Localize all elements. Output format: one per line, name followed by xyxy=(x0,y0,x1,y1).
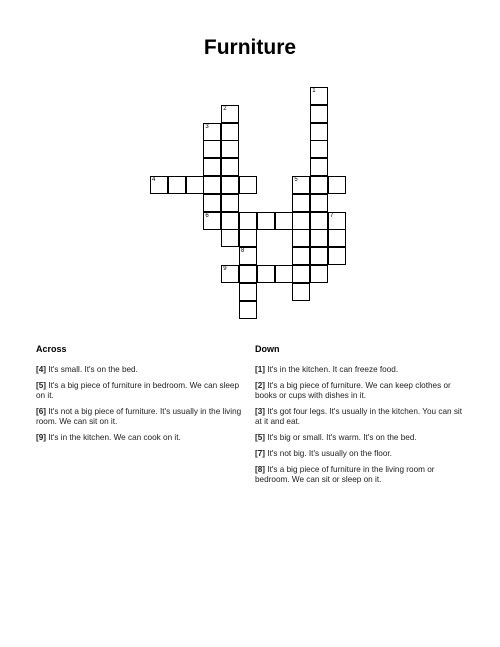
clue-label: [5] xyxy=(255,433,266,442)
grid-cell[interactable] xyxy=(221,158,239,176)
grid-cell[interactable] xyxy=(310,123,328,141)
clue-number: 9 xyxy=(223,266,227,272)
grid-cell[interactable] xyxy=(292,265,310,283)
down-clue xyxy=(255,433,465,443)
grid-cell[interactable] xyxy=(203,176,221,194)
grid-cell[interactable] xyxy=(328,212,346,230)
grid-cell[interactable] xyxy=(310,158,328,176)
grid-cell[interactable] xyxy=(292,176,310,194)
grid-cell[interactable] xyxy=(203,140,221,158)
clue-label: [5] xyxy=(36,381,47,390)
puzzle-title: Furniture xyxy=(203,36,297,59)
down-clue xyxy=(255,381,465,401)
grid-cell[interactable] xyxy=(221,123,239,141)
clue-label: [8] xyxy=(255,465,266,474)
grid-cell[interactable] xyxy=(239,229,257,247)
grid-cell[interactable] xyxy=(328,229,346,247)
clue-number: 4 xyxy=(152,177,156,183)
grid-cell[interactable] xyxy=(292,247,310,265)
grid-cell[interactable] xyxy=(150,176,168,194)
clue-number: 5 xyxy=(294,177,298,183)
grid-cell[interactable] xyxy=(310,140,328,158)
grid-cell[interactable] xyxy=(239,301,257,319)
down-clue xyxy=(255,407,465,427)
clue-label: [1] xyxy=(255,365,266,374)
clue-text: It's a big piece of furniture. We can keep clothes or books or cups with dishes in it. xyxy=(255,381,451,400)
grid-cell[interactable] xyxy=(328,247,346,265)
clue-number: 1 xyxy=(312,88,316,94)
grid-cell[interactable] xyxy=(310,265,328,283)
grid-cell[interactable] xyxy=(221,105,239,123)
grid-cell[interactable] xyxy=(292,212,310,230)
clue-text: It's got four legs. It's usually in the kitchen. You can sit at it and eat. xyxy=(255,407,463,426)
grid-cell[interactable] xyxy=(257,265,275,283)
grid-cell[interactable] xyxy=(221,229,239,247)
grid-cell[interactable] xyxy=(310,105,328,123)
grid-cell[interactable] xyxy=(203,194,221,212)
grid-cell[interactable] xyxy=(239,265,257,283)
clue-number: 7 xyxy=(330,212,334,219)
clue-number: 8 xyxy=(241,248,245,255)
grid-cell[interactable] xyxy=(203,158,221,176)
grid-cell[interactable] xyxy=(221,176,239,194)
down-clue xyxy=(255,465,465,485)
grid-cell[interactable] xyxy=(292,194,310,212)
grid-cell[interactable] xyxy=(310,176,328,194)
grid-cell[interactable] xyxy=(239,247,257,265)
grid-cell[interactable] xyxy=(310,247,328,265)
grid-cell[interactable] xyxy=(328,176,346,194)
down-heading: Down xyxy=(255,344,280,354)
grid-cell[interactable] xyxy=(292,283,310,301)
across-heading: Across xyxy=(36,344,67,354)
grid-cell[interactable] xyxy=(221,212,239,230)
across-clue xyxy=(36,381,242,401)
clue-label: [2] xyxy=(255,381,266,390)
down-clue xyxy=(255,449,465,459)
clue-label: [4] xyxy=(36,365,47,374)
clue-text: It's not a big piece of furniture. It's usually in the living room. We can sit on it. xyxy=(36,407,242,426)
clue-text: It's big or small. It's warm. It's on the bed. xyxy=(265,433,417,442)
down-clue xyxy=(255,365,465,375)
clue-number: 3 xyxy=(205,123,209,130)
grid-cell[interactable] xyxy=(239,176,257,194)
grid-cell[interactable] xyxy=(221,265,239,283)
grid-cell[interactable] xyxy=(221,140,239,158)
clue-label: [3] xyxy=(255,407,266,416)
grid-cell[interactable] xyxy=(310,212,328,230)
across-clues xyxy=(36,344,242,449)
down-clues xyxy=(255,344,465,491)
across-clue xyxy=(36,433,242,443)
across-clue xyxy=(36,407,242,427)
clue-text: It's a big piece of furniture in the living room or bedroom. We can sit or sleep on it. xyxy=(255,465,435,484)
clue-number: 6 xyxy=(205,212,209,219)
grid-cell[interactable] xyxy=(168,176,186,194)
clue-label: [6] xyxy=(36,407,47,416)
grid-cell[interactable] xyxy=(292,229,310,247)
grid-cell[interactable] xyxy=(203,123,221,141)
grid-cell[interactable] xyxy=(257,212,275,230)
grid-cell[interactable] xyxy=(310,229,328,247)
clue-label: [9] xyxy=(36,433,47,442)
grid-cell[interactable] xyxy=(239,212,257,230)
across-clue xyxy=(36,365,242,375)
grid-cell[interactable] xyxy=(239,283,257,301)
clue-text: It's in the kitchen. We can cook on it. xyxy=(46,433,181,442)
clue-text: It's not big. It's usually on the floor. xyxy=(265,449,392,458)
grid-cell[interactable] xyxy=(275,212,293,230)
clue-text: It's small. It's on the bed. xyxy=(46,365,138,374)
grid-cell[interactable] xyxy=(221,194,239,212)
clue-text: It's a big piece of furniture in bedroom. We can sleep on it. xyxy=(36,381,240,400)
grid-cell[interactable] xyxy=(310,194,328,212)
clue-text: It's in the kitchen. It can freeze food. xyxy=(265,365,399,374)
clue-label: [7] xyxy=(255,449,266,458)
clue-number: 2 xyxy=(223,105,227,112)
grid-cell[interactable] xyxy=(203,212,221,230)
grid-cell[interactable] xyxy=(186,176,204,194)
grid-cell[interactable] xyxy=(275,265,293,283)
grid-cell[interactable] xyxy=(310,87,328,105)
